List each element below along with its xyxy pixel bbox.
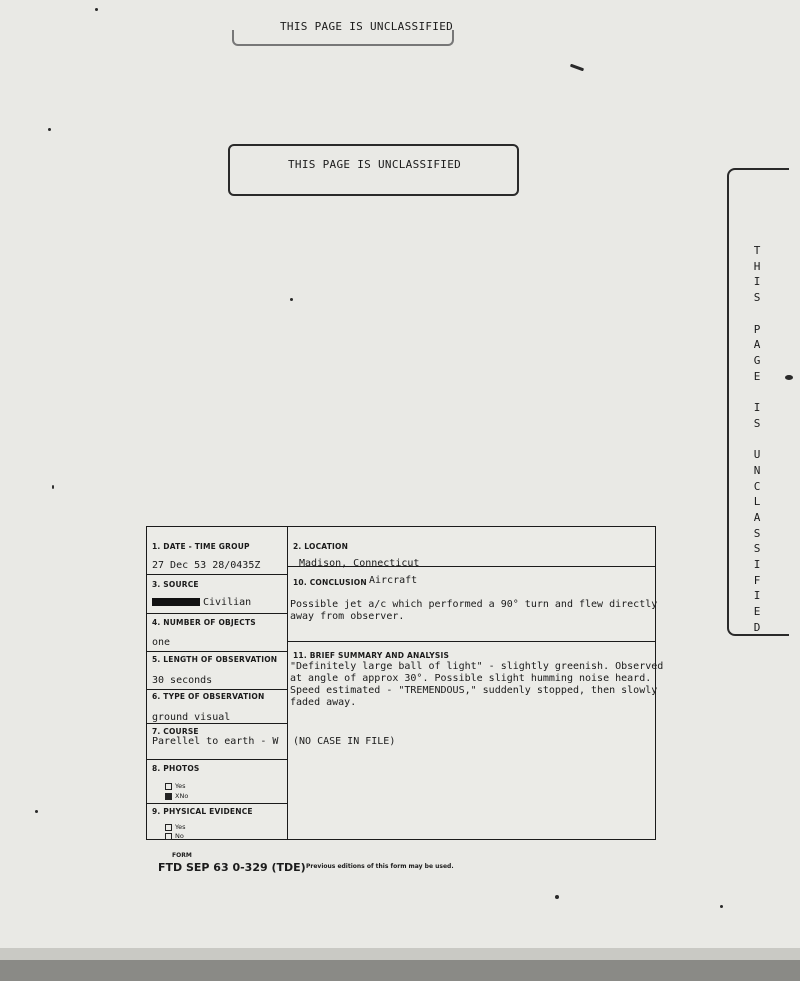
divider [147, 613, 287, 614]
side-letter: F [753, 573, 761, 587]
side-letter: S [753, 542, 761, 556]
redaction-bar [152, 598, 200, 606]
speck [290, 298, 293, 301]
side-letter: I [753, 275, 761, 289]
course-label: 7. COURSE [152, 727, 199, 736]
summary-line-3: Speed estimated - "TREMENDOUS," suddenly stopped, then slowly [290, 685, 658, 696]
side-letter: D [753, 620, 761, 634]
summary-line-1: "Definitely large ball of light" - slightly greenish. Observed [290, 661, 664, 672]
header-bracket [232, 30, 454, 46]
conclusion-detail-line-1: Possible jet a/c which performed a 90° turn and flew directly [290, 599, 658, 610]
divider [147, 803, 287, 804]
report-form [146, 526, 664, 840]
speck [555, 895, 559, 899]
source-label: 3. SOURCE [152, 580, 199, 589]
speck [95, 8, 98, 11]
summary-line-2: at angle of approx 30°. Possible slight humming noise heard. [290, 673, 652, 684]
source-value [152, 597, 251, 608]
scan-edge [0, 948, 800, 960]
divider [147, 574, 287, 575]
divider [147, 689, 287, 690]
form-note: Previous editions of this form may be used. [306, 863, 454, 870]
physical-evidence-label: 9. PHYSICAL EVIDENCE [152, 807, 253, 816]
photos-no [165, 792, 188, 800]
side-letter [752, 384, 762, 400]
checkbox-icon [165, 833, 172, 840]
side-letter: I [753, 401, 761, 415]
length-label: 5. LENGTH OF OBSERVATION [152, 655, 278, 664]
side-letter [752, 431, 762, 447]
form-word: FORM [172, 852, 192, 859]
date-value: 27 Dec 53 28/0435Z [152, 560, 261, 571]
side-letter: E [753, 369, 761, 383]
photos-no-label: XNo [175, 792, 189, 800]
side-letter: I [753, 558, 761, 572]
speck [48, 128, 51, 131]
scan-edge [0, 960, 800, 981]
speck [570, 64, 584, 72]
divider [147, 759, 287, 760]
length-value: 30 seconds [152, 675, 213, 686]
classification-header: THIS PAGE IS UNCLASSIFIED [280, 20, 454, 33]
speck [52, 485, 54, 489]
speck [720, 905, 723, 908]
no-case-note: (NO CASE IN FILE) [293, 736, 396, 747]
speck [35, 810, 38, 813]
side-letter: L [753, 495, 761, 509]
physical-no-label: No [175, 832, 184, 840]
type-of-observation-value: ground visual [152, 712, 231, 723]
side-letter: E [753, 605, 761, 619]
side-letter: S [753, 526, 761, 540]
number-of-objects-value: one [152, 637, 171, 648]
side-letter: U [753, 448, 761, 462]
classification-box-text: THIS PAGE IS UNCLASSIFIED [288, 158, 462, 171]
checkbox-icon [165, 824, 172, 831]
conclusion-detail-line-2: away from observer. [290, 611, 405, 622]
side-letter [752, 306, 762, 322]
side-letter: S [753, 416, 761, 430]
course-value: Parellel to earth - W [152, 736, 279, 747]
side-letter: N [753, 463, 761, 477]
checked-box-icon [165, 793, 172, 800]
physical-no [165, 832, 184, 840]
side-letter: I [753, 589, 761, 603]
divider [147, 651, 287, 652]
conclusion-label: 10. CONCLUSION [293, 578, 367, 587]
physical-yes-label: Yes [175, 823, 186, 831]
checkbox-icon [165, 783, 172, 790]
conclusion-value: Aircraft [369, 575, 418, 586]
divider [287, 641, 655, 642]
number-of-objects-label: 4. NUMBER OF OBJECTS [152, 618, 256, 627]
side-letter: A [753, 510, 761, 524]
form-number: FTD SEP 63 0-329 (TDE) [158, 861, 306, 874]
type-of-observation-label: 6. TYPE OF OBSERVATION [152, 692, 265, 701]
source-text: Civilian [203, 597, 252, 608]
column-divider [287, 527, 288, 839]
side-letter: G [753, 353, 761, 367]
photos-label: 8. PHOTOS [152, 764, 200, 773]
summary-label: 11. BRIEF SUMMARY AND ANALYSIS [293, 651, 450, 660]
side-letter: A [753, 338, 761, 352]
photos-yes [165, 782, 186, 790]
side-letter: H [753, 259, 761, 273]
physical-yes [165, 823, 186, 831]
side-letter: S [753, 291, 761, 305]
divider [147, 723, 287, 724]
date-label: 1. DATE - TIME GROUP [152, 542, 250, 551]
location-label: 2. LOCATION [293, 542, 349, 551]
side-letter: C [753, 479, 761, 493]
side-letter: P [753, 322, 761, 336]
side-classification-text [752, 243, 762, 636]
location-value: Madison, Connecticut [299, 558, 420, 569]
summary-line-4: faded away. [290, 697, 357, 708]
side-letter: T [753, 244, 761, 257]
photos-yes-label: Yes [175, 782, 186, 790]
